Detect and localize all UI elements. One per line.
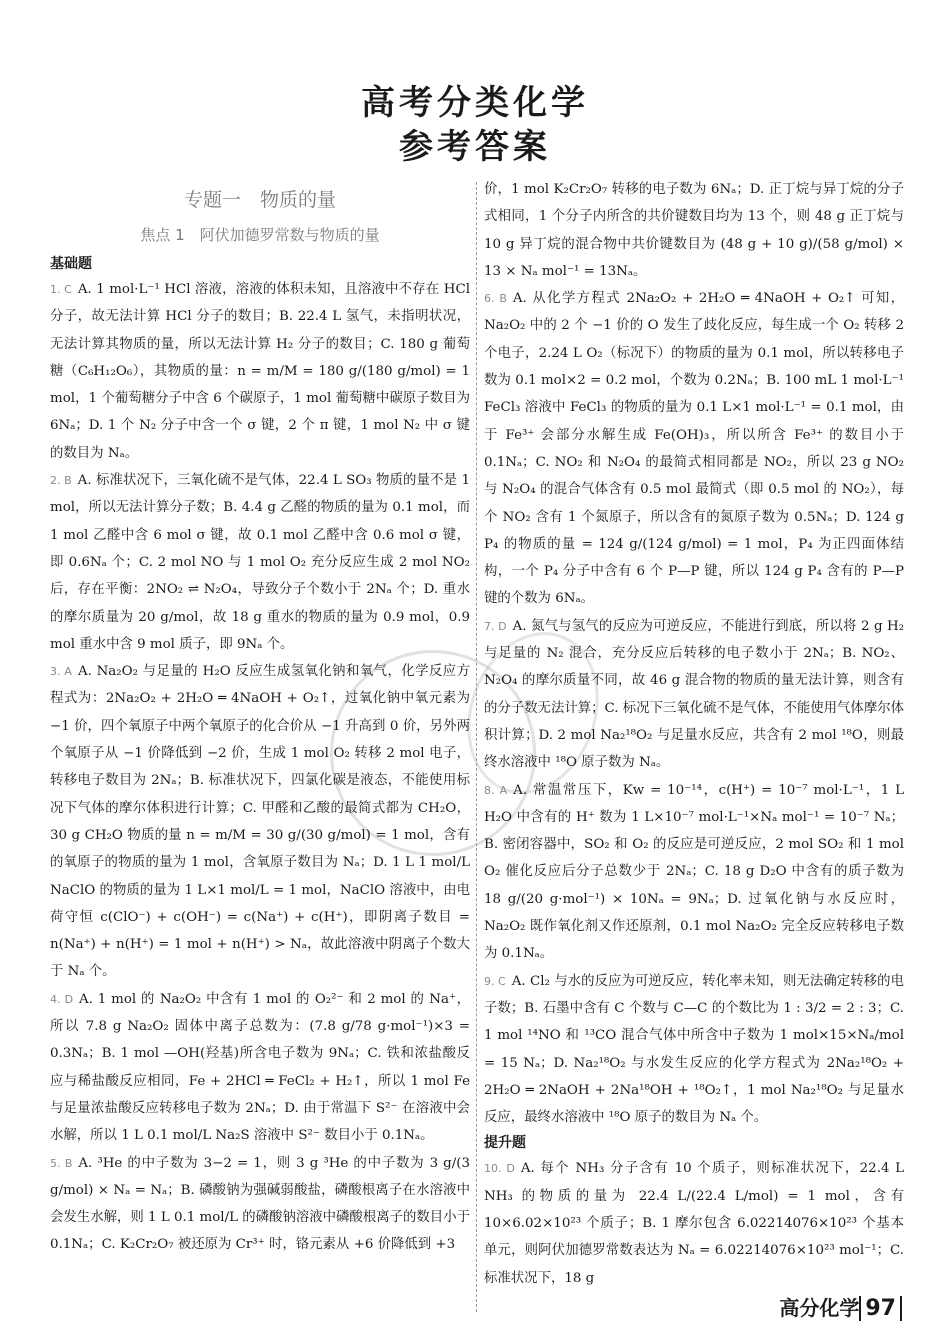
answer-text: 价，1 mol K₂Cr₂O₇ 转移的电子数为 6Nₐ；D. 正丁烷与异丁烷的分子式相同，1 个分子内所含的共价键数目均为 13 个，则 48 g 正丁烷与 10 g 异丁烷的混合物中共价键数目为 (48 g + 10 g)/(58 g/mol) × 13 × Nₐ mol⁻¹ = 13Nₐ。 [484,182,904,279]
answer-item [484,1155,904,1291]
answer-text: A. 常温常压下，Kw = 10⁻¹⁴，c(H⁺) = 10⁻⁷ mol·L⁻¹，1 L H₂O 中含有的 H⁺ 数为 1 L×10⁻⁷ mol·L⁻¹×Nₐ mol⁻¹ = 10⁻⁷ Nₐ；B. 密闭容器中，SO₂ 和 O₂ 的反应是可逆反应，2 mol SO₂ 和 1 mol O₂ 催化反应后分子总数少于 2Nₐ；C. 18 g D₂O 中含有的质子数为 18 g/(20 g·mol⁻¹) × 10Nₐ = 9Nₐ；D. 过氧化钠与水反应时，Na₂O₂ 既作氧化剂又作还原剂，0.1 mol Na₂O₂ 完全反应转移电子数为 0.1Nₐ。 [484,782,904,962]
section-basic: 基础题 [50,256,92,272]
answer-number: 10. D [484,1162,515,1176]
answer-item [50,986,470,1150]
answer-item [484,285,904,613]
left-answer-list [50,276,470,1259]
answer-text: A. 从化学方程式 2Na₂O₂ + 2H₂O ═ 4NaOH + O₂↑ 可知，Na₂O₂ 中的 2 个 −1 价的 O 发生了歧化反应，每生成一个 O₂ 转移 2 个电子，2.24 L O₂（标况下）的物质的量为 0.1 mol，所以转移电子数为 0.1 mol×2 = 0.2 mol，个数为 0.2Nₐ；B. 100 mL 1 mol·L⁻¹ FeCl₃ 溶液中 FeCl₃ 的物质的量为 0.1 L×1 mol·L⁻¹ = 0.1 mol，由于 Fe³⁺ 会部分水解生成 Fe(OH)₃，所以所含 Fe³⁺ 的数目小于 0.1Nₐ；C. NO₂ 和 N₂O₄ 的最简式相同都是 NO₂，所以 23 g NO₂ 与 N₂O₄ 的混合气体含有 0.5 mol 最简式（即 0.5 mol 的 NO₂），每个 NO₂ 含有 1 个氮原子，所以含有的氮原子数为 0.5Nₐ；D. 124 g P₄ 的物质的量 = 124 g/(124 g/mol) = 1 mol，P₄ 为正四面体结构，一个 P₄ 分子中含有 6 个 P—P 键，所以 124 g P₄ 含有的 P—P 键的个数为 6Nₐ。 [484,291,905,607]
answer-item [50,276,470,467]
answer-text: A. 1 mol·L⁻¹ HCl 溶液，溶液的体积未知，且溶液中不存在 HCl 分子，故无法计算 HCl 分子的数目；B. 22.4 L 氢气，未指明状况，无法计算其物质的量，所以无法计算 H₂ 分子的数目；C. 180 g 葡萄糖（C₆H₁₂O₆），其物质的量：n = m/M = 180 g/(180 g/mol) = 1 mol，1 个葡萄糖分子中含 6 个碳原子，1 mol 葡萄糖中碳原子数目为 6Nₐ；D. 1 个 N₂ 分子中含一个 σ 键，2 个 π 键，1 mol N₂ 中 σ 键的数目为 Nₐ。 [50,282,470,461]
right-answer-list-advanced [484,1155,904,1291]
answer-text: A. 每个 NH₃ 分子含有 10 个质子，则标准状况下，22.4 L NH₃ 的物质的量为 22.4 L/(22.4 L/mol) = 1 mol，含有 10×6.02×10²³ 个质子；B. 1 摩尔包含 6.02214076×10²³ 个基本单元，则阿伏加德罗常数表达为 Nₐ = 6.02214076×10²³ mol⁻¹；C. 标准状况下，18 g [484,1161,904,1286]
page-number: 97 [859,1296,902,1321]
answer-number: 8. A [484,783,508,797]
answer-number: 3. A [50,665,72,679]
answer-number: 6. B [484,292,507,306]
page-footer [779,1292,902,1321]
column-divider [476,182,477,1312]
answer-number: 2. B [50,474,72,488]
answer-text: A. Na₂O₂ 与足量的 H₂O 反应生成氢氧化钠和氧气，化学反应方程式为：2Na₂O₂ + 2H₂O ═ 4NaOH + O₂↑，过氧化钠中氧元素为 −1 价，四个氧原子中两个氧原子的化合价从 −1 升高到 0 价，另外两个氧原子从 −1 价降低到 −2 价，生成 1 mol O₂ 转移 2 mol 电子，转移电子数目为 2Nₐ；B. 标准状况下，四氯化碳是液态，不能使用标况下气体的摩尔体积进行计算；C. 甲醛和乙酸的最简式都为 CH₂O，30 g CH₂O 物质的量 n = m/M = 30 g/(30 g/mol) = 1 mol，含有的氧原子的物质的量为 1 mol，含氧原子数目为 Nₐ；D. 1 L 1 mol/L NaClO 的物质的量为 1 L×1 mol/L = 1 mol，NaClO 溶液中，由电荷守恒 c(ClO⁻) + c(OH⁻) = c(Na⁺) + c(H⁺)，即阴离子数目 = n(Na⁺) + n(H⁺) = 1 mol + n(H⁺) > Nₐ，故此溶液中阴离子个数大于 Nₐ 个。 [50,664,470,980]
topic-heading: 专题一 物质的量 [183,189,336,211]
answer-number: 4. D [50,992,74,1006]
left-column [50,182,470,1259]
focus-heading: 焦点 1 阿伏加德罗常数与物质的量 [140,226,380,244]
title-block [0,82,950,168]
answer-number: 7. D [484,619,507,633]
answer-number: 9. C [484,974,506,988]
answer-item [484,777,904,968]
section-advanced: 提升题 [484,1135,526,1152]
answer-item [484,176,904,285]
answer-text: A. ³He 的中子数为 3−2 = 1，则 3 g ³He 的中子数为 3 g/(3 g/mol) × Nₐ = Nₐ；B. 磷酸钠为强碱弱酸盐，磷酸根离子在水溶液中会发生水解，则 1 L 0.1 mol/L 的磷酸钠溶液中磷酸根离子的数目小于 0.1Nₐ；C. K₂Cr₂O₇ 被还原为 Cr³⁺ 时，铬元素从 +6 价降低到 +3 [50,1155,471,1253]
answer-text: A. 标准状况下，三氧化硫不是气体，22.4 L SO₃ 物质的量不是 1 mol，所以无法计算分子数；B. 4.4 g 乙醛的物质的量为 0.1 mol，而 1 mol 乙醛中含 6 mol σ 键，故 0.1 mol 乙醛中含 0.6 mol σ 键，即 0.6Nₐ 个；C. 2 mol NO 与 1 mol O₂ 充分反应生成 2 mol NO₂ 后，存在平衡：2NO₂ ⇌ N₂O₄，导致分子个数小于 2Nₐ 个；D. 重水的摩尔质量为 20 g/mol，故 18 g 重水的物质的量为 0.9 mol，0.9 mol 重水中含 9 mol 质子，即 9Nₐ 个。 [50,473,470,652]
page-subtitle: 参考答案 [399,127,551,167]
answer-text: A. 氮气与氢气的反应为可逆反应，不能进行到底，所以将 2 g H₂ 与足量的 N₂ 混合，充分反应后转移的电子数小于 2Nₐ；B. NO₂、N₂O₄ 的摩尔质量不同，故 46 g 混合物的物质的量无法计算，则含有的分子数无法计算；C. 标况下三氧化硫不是气体，不能使用气体摩尔体积计算；D. 2 mol Na₂¹⁸O₂ 与足量水反应，共含有 2 mol ¹⁸O，则最终水溶液中 ¹⁸O 原子数为 Nₐ。 [484,618,904,771]
right-answer-list [484,176,904,1131]
answer-text: A. 1 mol 的 Na₂O₂ 中含有 1 mol 的 O₂²⁻ 和 2 mol 的 Na⁺，所以 7.8 g Na₂O₂ 固体中离子总数为：(7.8 g/78 g·mol⁻¹)×3 = 0.3Nₐ；B. 1 mol —OH(羟基)所含电子数为 9Nₐ；C. 铁和浓盐酸反应与稀盐酸反应相同，Fe + 2HCl ═ FeCl₂ + H₂↑，所以 1 mol Fe 与足量浓盐酸反应转移电子数为 2Nₐ；D. 由于常温下 S²⁻ 在溶液中会水解，所以 1 L 0.1 mol/L Na₂S 溶液中 S²⁻ 数目小于 0.1Nₐ。 [50,991,470,1144]
answer-number: 5. B [50,1156,73,1170]
answer-number: 1. C [50,283,72,296]
answer-item [484,968,904,1132]
answer-item [484,613,904,777]
answer-item [50,658,470,986]
footer-label: 高分化学 [779,1296,860,1320]
page-title: 高考分类化学 [361,83,589,123]
answer-text: A. Cl₂ 与水的反应为可逆反应，转化率未知，则无法确定转移的电子数；B. 石墨中含有 C 个数与 C—C 的个数比为 1 : 3/2 = 2 : 3；C. 1 mol ¹⁴NO 和 ¹³CO 混合气体中所含中子数为 1 mol×15×Nₐ/mol = 15 Nₐ；D. Na₂¹⁸O₂ 与水发生反应的化学方程式为 2Na₂¹⁸O₂ + 2H₂O ═ 2NaOH + 2Na¹⁸OH + ¹⁸O₂↑，1 mol Na₂¹⁸O₂ 与足量水反应，最终水溶液中 ¹⁸O 原子的数目为 Nₐ 个。 [484,973,904,1126]
right-column [484,176,904,1292]
answer-item [50,467,470,658]
answer-item [50,1150,470,1259]
